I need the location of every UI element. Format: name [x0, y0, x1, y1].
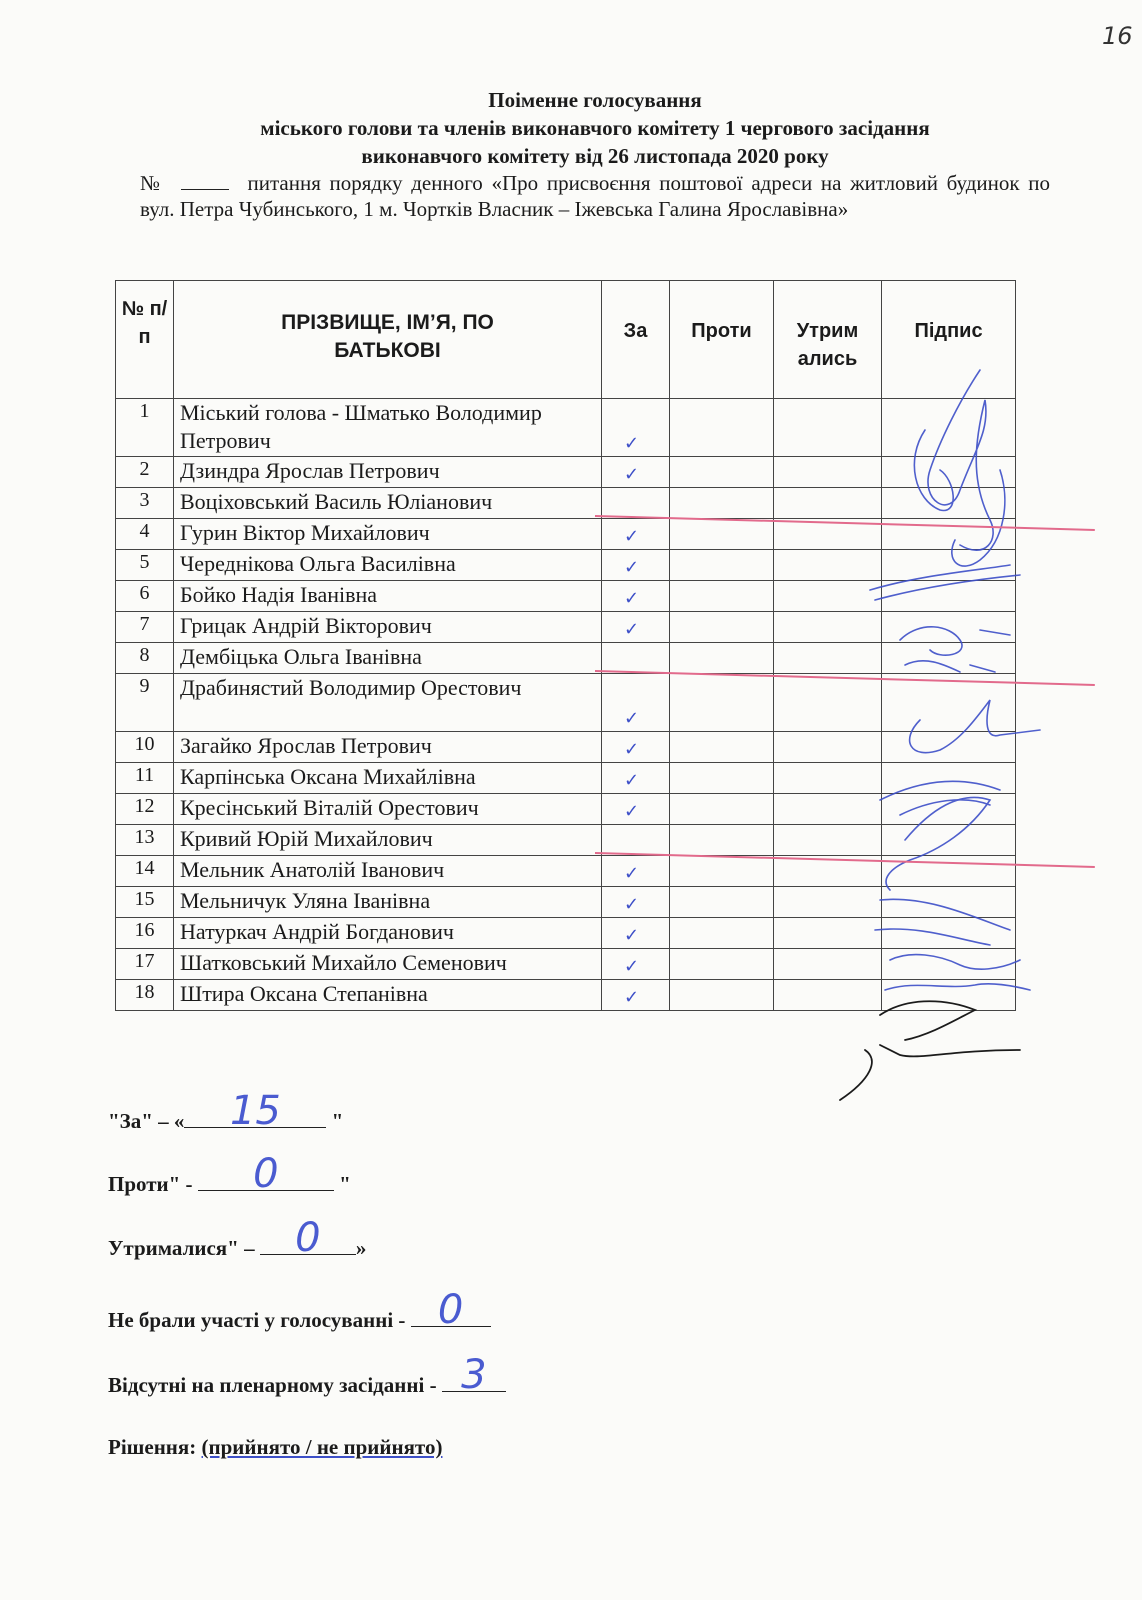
agenda-item — [140, 170, 1050, 222]
vote-against-cell — [670, 825, 774, 856]
summary-against-blank — [198, 1151, 334, 1197]
vote-abstain-cell — [774, 918, 882, 949]
check-mark-icon: ✓ — [624, 739, 640, 760]
vote-against-cell — [670, 887, 774, 918]
vote-abstain-cell — [774, 550, 882, 581]
check-mark-icon: ✓ — [624, 801, 640, 822]
summary-for-suffix: " — [326, 1109, 344, 1133]
vote-for-cell — [602, 612, 670, 643]
vote-abstain-cell — [774, 612, 882, 643]
row-number: 8 — [116, 643, 174, 674]
vote-for-cell — [602, 457, 670, 488]
summary-abstain-suffix: » — [355, 1236, 367, 1260]
signature-cell — [882, 825, 1016, 856]
vote-for-cell — [602, 856, 670, 887]
vote-abstain-cell — [774, 488, 882, 519]
vote-abstain-cell — [774, 581, 882, 612]
signature-cell — [882, 918, 1016, 949]
member-name: Драбинястий Володимир Орестович — [174, 674, 602, 732]
header-abstain: Утрим ались — [774, 281, 882, 399]
title-line-3: виконавчого комітету від 26 листопада 2020 року — [361, 144, 829, 168]
signature-cell — [882, 794, 1016, 825]
row-number: 4 — [116, 519, 174, 550]
vote-against-cell — [670, 581, 774, 612]
signature-cell — [882, 457, 1016, 488]
row-number: 16 — [116, 918, 174, 949]
vote-against-cell — [670, 612, 774, 643]
vote-for-cell — [602, 674, 670, 732]
member-name: Натуркач Андрій Богданович — [174, 918, 602, 949]
vote-against-cell — [670, 519, 774, 550]
table-row — [116, 763, 1016, 794]
vote-for-cell — [602, 794, 670, 825]
member-name: Шатковський Михайло Семенович — [174, 949, 602, 980]
vote-for-cell — [602, 399, 670, 457]
signature-cell — [882, 887, 1016, 918]
table-row — [116, 794, 1016, 825]
decision-text: (прийнято / не прийнято) — [201, 1435, 443, 1459]
signature-cell — [882, 550, 1016, 581]
vote-for-cell — [602, 887, 670, 918]
signature-cell — [882, 949, 1016, 980]
vote-for-cell — [602, 732, 670, 763]
vote-against-cell — [670, 856, 774, 887]
summary-not-voted-value: 0 — [437, 1287, 464, 1333]
vote-abstain-cell — [774, 643, 882, 674]
signature-cell — [882, 763, 1016, 794]
member-name: Воціховський Василь Юліанович — [174, 488, 602, 519]
check-mark-icon: ✓ — [624, 770, 640, 791]
vote-against-cell — [670, 949, 774, 980]
table-row — [116, 980, 1016, 1011]
vote-for-cell — [602, 825, 670, 856]
row-number: 12 — [116, 794, 174, 825]
header-name: ПРІЗВИЩЕ, ІМ’Я, ПО БАТЬКОВІ — [174, 281, 602, 399]
check-mark-icon: ✓ — [624, 588, 640, 609]
check-mark-icon: ✓ — [624, 557, 640, 578]
summary-abstain-value: 0 — [295, 1215, 321, 1261]
row-number: 10 — [116, 732, 174, 763]
member-name: Міський голова - Шматько Володимир Петрович — [174, 399, 602, 457]
header-against: Проти — [670, 281, 774, 399]
summary-abstain — [108, 1215, 367, 1261]
table-row — [116, 643, 1016, 674]
row-number: 15 — [116, 887, 174, 918]
signature-cell — [882, 643, 1016, 674]
vote-against-cell — [670, 674, 774, 732]
signature-cell — [882, 399, 1016, 457]
member-name: Карпінська Оксана Михайлівна — [174, 763, 602, 794]
number-blank — [181, 171, 229, 190]
table-row — [116, 949, 1016, 980]
check-mark-icon: ✓ — [624, 464, 640, 485]
vote-abstain-cell — [774, 732, 882, 763]
vote-abstain-cell — [774, 887, 882, 918]
table-row — [116, 399, 1016, 457]
member-name: Дзиндра Ярослав Петрович — [174, 457, 602, 488]
vote-abstain-cell — [774, 980, 882, 1011]
summary-not-voted — [108, 1287, 491, 1333]
check-mark-icon: ✓ — [624, 863, 640, 884]
roll-call-table — [115, 280, 1016, 1011]
row-number: 6 — [116, 581, 174, 612]
row-number: 14 — [116, 856, 174, 887]
vote-against-cell — [670, 643, 774, 674]
vote-against-cell — [670, 794, 774, 825]
row-number: 13 — [116, 825, 174, 856]
summary-absent-label: Відсутні на пленарному засіданні - — [108, 1373, 442, 1397]
page-number: 16 — [1102, 22, 1133, 50]
table-row — [116, 550, 1016, 581]
check-mark-icon: ✓ — [624, 619, 640, 640]
vote-abstain-cell — [774, 674, 882, 732]
row-number: 18 — [116, 980, 174, 1011]
row-number: 7 — [116, 612, 174, 643]
summary-not-voted-blank — [411, 1287, 491, 1333]
title-line-1: Поіменне голосування — [488, 88, 702, 112]
header-num: № п/п — [116, 281, 174, 399]
table-row — [116, 581, 1016, 612]
summary-for-value: 15 — [229, 1088, 281, 1134]
vote-against-cell — [670, 732, 774, 763]
vote-for-cell — [602, 980, 670, 1011]
summary-abstain-blank — [260, 1215, 356, 1261]
table-row — [116, 457, 1016, 488]
vote-for-cell — [602, 581, 670, 612]
summary-decision — [108, 1435, 442, 1460]
vote-for-cell — [602, 949, 670, 980]
summary-not-voted-label: Не брали участі у голосуванні - — [108, 1308, 411, 1332]
member-name: Череднікова Ольга Василівна — [174, 550, 602, 581]
signature-cell — [882, 612, 1016, 643]
document-title — [140, 86, 1050, 170]
vote-against-cell — [670, 488, 774, 519]
vote-for-cell — [602, 763, 670, 794]
vote-abstain-cell — [774, 825, 882, 856]
member-name: Кресінський Віталій Орестович — [174, 794, 602, 825]
table-row — [116, 732, 1016, 763]
vote-abstain-cell — [774, 794, 882, 825]
check-mark-icon: ✓ — [624, 987, 640, 1008]
row-number: 2 — [116, 457, 174, 488]
table-row — [116, 488, 1016, 519]
vote-for-cell — [602, 488, 670, 519]
check-mark-icon: ✓ — [624, 956, 640, 977]
signature-cell — [882, 980, 1016, 1011]
header-signature: Підпис — [882, 281, 1016, 399]
table-row — [116, 674, 1016, 732]
summary-absent — [108, 1352, 506, 1398]
summary-absent-value: 3 — [461, 1352, 487, 1398]
vote-against-cell — [670, 763, 774, 794]
row-number: 5 — [116, 550, 174, 581]
summary-against-value: 0 — [253, 1151, 279, 1197]
decision-label: Рішення: — [108, 1435, 202, 1459]
member-name: Штира Оксана Степанівна — [174, 980, 602, 1011]
summary-abstain-label: Утрималися" – — [108, 1236, 260, 1260]
vote-against-cell — [670, 980, 774, 1011]
vote-for-cell — [602, 550, 670, 581]
table-row — [116, 825, 1016, 856]
table-row — [116, 612, 1016, 643]
summary-for — [108, 1088, 344, 1134]
summary-against-label: Проти" - — [108, 1172, 198, 1196]
signature-cell — [882, 581, 1016, 612]
vote-for-cell — [602, 519, 670, 550]
summary-for-blank — [184, 1088, 326, 1134]
summary-against — [108, 1151, 351, 1197]
signature-cell — [882, 488, 1016, 519]
vote-for-cell — [602, 918, 670, 949]
check-mark-icon: ✓ — [624, 526, 640, 547]
agenda-text: питання порядку денного «Про присвоєння поштової адреси на житловий будинок по вул. Петра Чубинського, 1 м. Чортків Власник – Іжевська Галина Ярославівна» — [140, 171, 1050, 221]
row-number: 11 — [116, 763, 174, 794]
check-mark-icon: ✓ — [624, 925, 640, 946]
member-name: Кривий Юрій Михайлович — [174, 825, 602, 856]
member-name: Мельник Анатолій Іванович — [174, 856, 602, 887]
summary-against-suffix: " — [333, 1172, 351, 1196]
row-number: 17 — [116, 949, 174, 980]
member-name: Загайко Ярослав Петрович — [174, 732, 602, 763]
member-name: Мельничук Уляна Іванівна — [174, 887, 602, 918]
header-for: За — [602, 281, 670, 399]
row-number: 9 — [116, 674, 174, 732]
table-row — [116, 918, 1016, 949]
vote-against-cell — [670, 399, 774, 457]
member-name: Гурин Віктор Михайлович — [174, 519, 602, 550]
table-row — [116, 887, 1016, 918]
vote-abstain-cell — [774, 399, 882, 457]
vote-abstain-cell — [774, 949, 882, 980]
signature-cell — [882, 732, 1016, 763]
vote-against-cell — [670, 918, 774, 949]
check-mark-icon: ✓ — [624, 433, 640, 454]
title-line-2: міського голови та членів виконавчого комітету 1 чергового засідання — [260, 116, 930, 140]
member-name: Грицак Андрій Вікторович — [174, 612, 602, 643]
vote-for-cell — [602, 643, 670, 674]
table-header-row — [116, 281, 1016, 399]
row-number: 1 — [116, 399, 174, 457]
check-mark-icon: ✓ — [624, 894, 640, 915]
vote-against-cell — [670, 550, 774, 581]
vote-against-cell — [670, 457, 774, 488]
row-number: 3 — [116, 488, 174, 519]
summary-for-label: "За" – « — [108, 1109, 185, 1133]
number-sign: № — [140, 171, 164, 195]
member-name: Дембіцька Ольга Іванівна — [174, 643, 602, 674]
summary-absent-blank — [442, 1352, 506, 1398]
check-mark-icon: ✓ — [624, 708, 640, 729]
vote-abstain-cell — [774, 763, 882, 794]
member-name: Бойко Надія Іванівна — [174, 581, 602, 612]
vote-abstain-cell — [774, 457, 882, 488]
